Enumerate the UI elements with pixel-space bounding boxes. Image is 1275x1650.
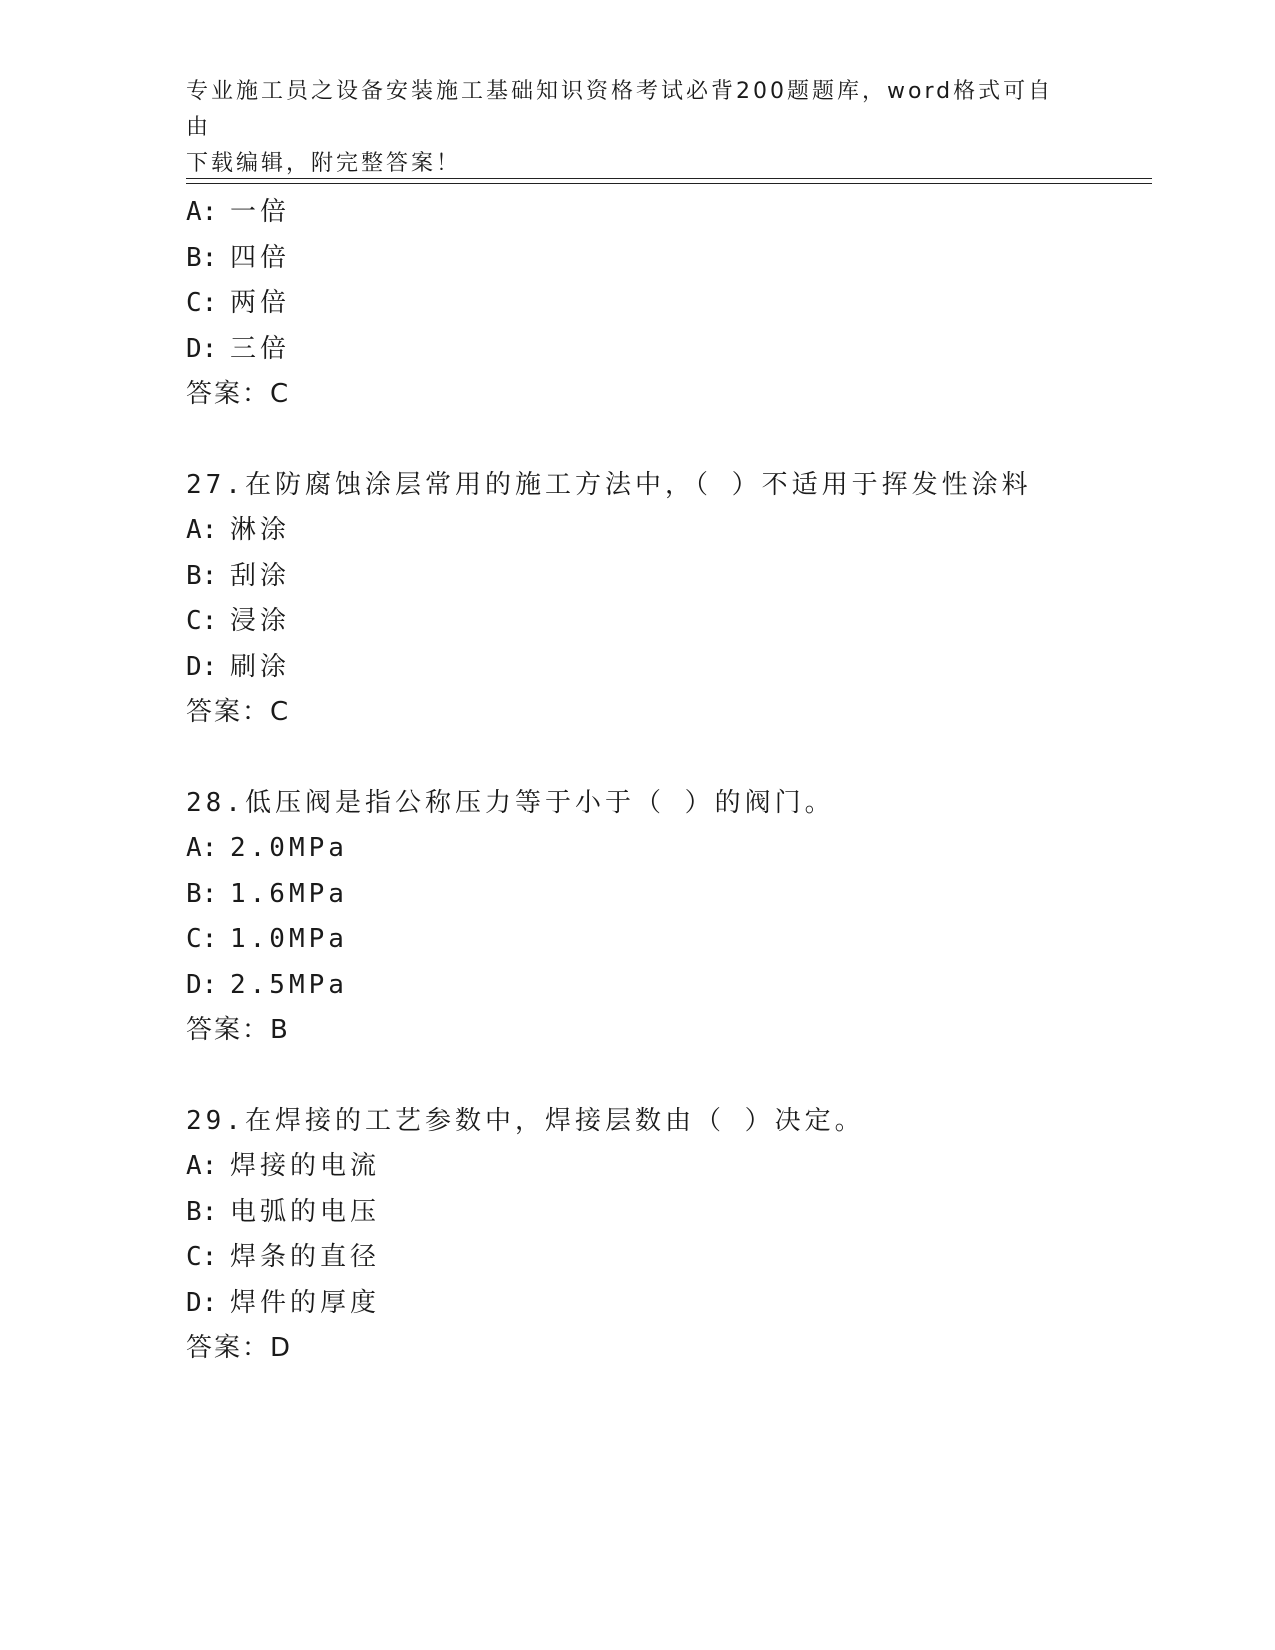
spacer: [186, 1054, 1146, 1099]
option-a: A: 焊接的电流: [186, 1151, 381, 1181]
question-text: 28.低压阀是指公称压力等于小于（ ）的阀门。: [186, 787, 835, 818]
question-27: [186, 463, 1146, 736]
question-text: 29.在焊接的工艺参数中，焊接层数由（ ）决定。: [186, 1105, 865, 1136]
option-b: B: 1.6MPa: [186, 878, 348, 909]
option-d: D: 2.5MPa: [186, 969, 348, 1000]
option-b: B: 电弧的电压: [186, 1196, 381, 1227]
option-c: C: 1.0MPa: [186, 924, 348, 954]
question-list: [186, 190, 1146, 1372]
option-b: B: 四倍: [186, 242, 291, 273]
answer: 答案：B: [186, 1015, 290, 1045]
option-d: D: 三倍: [186, 333, 291, 364]
question-29: [186, 1099, 1146, 1372]
option-a: A: 淋涂: [186, 515, 291, 545]
spacer: [186, 418, 1146, 463]
question-text: 27.在防腐蚀涂层常用的施工方法中，（ ）不适用于挥发性涂料: [186, 469, 1032, 500]
option-c: C: 焊条的直径: [186, 1242, 381, 1272]
header-rule-top: [186, 178, 1152, 179]
question-26: [186, 190, 1146, 418]
question-28: [186, 781, 1146, 1054]
header-rule-bottom: [186, 183, 1152, 184]
option-b: B: 刮涂: [186, 560, 291, 591]
option-a: A: 一倍: [186, 197, 291, 227]
option-a: A: 2.0MPa: [186, 833, 348, 863]
answer: 答案：D: [186, 1333, 293, 1363]
answer: 答案：C: [186, 697, 291, 727]
option-d: D: 刷涂: [186, 651, 291, 682]
spacer: [186, 736, 1146, 781]
header-line-2: 下载编辑，附完整答案！: [186, 151, 462, 176]
answer: 答案：C: [186, 379, 291, 409]
option-c: C: 两倍: [186, 288, 291, 318]
header-line-1: 专业施工员之设备安装施工基础知识资格考试必背200题题库，word格式可自由: [186, 79, 1054, 140]
option-c: C: 浸涂: [186, 606, 291, 636]
option-d: D: 焊件的厚度: [186, 1287, 381, 1318]
document-header: [186, 74, 1066, 182]
